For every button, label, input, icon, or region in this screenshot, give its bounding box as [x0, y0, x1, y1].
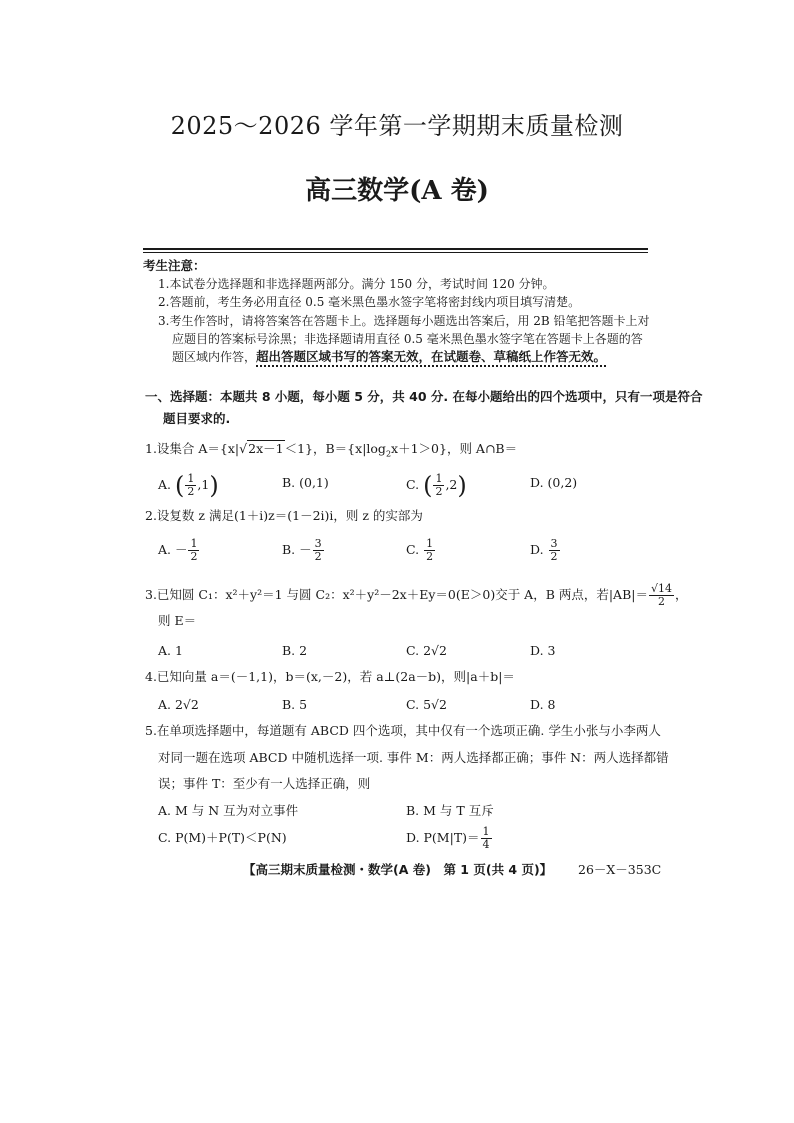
question-2-stem: 2.设复数 z 满足(1＋i)z＝(1－2i)i，则 z 的实部为 [145, 508, 423, 523]
q1-stem-part-c: x＋1＞0}，则 A∩B＝ [391, 441, 518, 456]
q1-option-c-fraction [433, 473, 444, 498]
q3-stem-denominator: 2 [658, 595, 665, 608]
q3-stem-text: 3.已知圆 C₁：x²＋y²＝1 与圆 C₂：x²＋y²－2x＋Ey＝0(E＞0)交于 A，B 两点，若|AB|＝ [145, 587, 648, 602]
q2-option-a-numerator: 1 [190, 537, 198, 550]
q1-log-base: 2 [385, 449, 392, 459]
notice-item-2: 2.答题前，考生务必用直径 0.5 毫米黑色墨水签字笔将密封线内项目填写清楚。 [158, 295, 581, 309]
q3-stem-end: ， [675, 587, 688, 602]
q4-option-c: C. 5√2 [406, 697, 447, 712]
q1-option-c-label: C. [406, 477, 420, 492]
q1-option-a-numerator: 1 [187, 472, 195, 485]
q5-option-b: B. M 与 T 互斥 [406, 803, 494, 818]
q2-option-a-label: A. － [158, 542, 188, 557]
q1-stem-part-b: ＜1}，B＝{x|log [284, 441, 386, 456]
q4-option-b: B. 5 [282, 697, 308, 712]
q5-option-c: C. P(M)＋P(T)＜P(N) [158, 830, 287, 845]
q2-option-d-label: D. [530, 542, 544, 557]
q2-option-b-numerator: 3 [314, 537, 322, 550]
q4-option-d: D. 8 [530, 697, 556, 712]
q2-option-d [530, 538, 561, 563]
q2-option-c [406, 538, 436, 563]
notice-emphasis: 超出答题区域书写的答案无效，在试题卷、草稿纸上作答无效。 [256, 349, 606, 367]
q2-option-c-label: C. [406, 542, 420, 557]
page-footer: 【高三期末质量检测・数学(A 卷) 第 1 页(共 4 页)】 [243, 862, 553, 877]
footer-code: 26－X－353C [578, 862, 662, 877]
q1-option-d: D. (0,2) [530, 475, 578, 490]
q3-option-d: D. 3 [530, 643, 556, 658]
question-3-stem-line-2: 则 E＝ [158, 613, 197, 628]
divider-thin [143, 252, 648, 253]
exam-subtitle: 高三数学(A 卷) [305, 176, 489, 206]
q1-option-c-tail: ,2 [445, 477, 458, 492]
q1-sqrt-content: 2x－1 [248, 441, 284, 456]
q2-option-c-numerator: 1 [426, 537, 434, 550]
q1-option-a-denominator: 2 [187, 485, 195, 498]
q2-option-b-label: B. － [282, 542, 312, 557]
exam-title: 2025～2026 学年第一学期期末质量检测 [170, 112, 624, 140]
q1-option-a: A. ( $\frac{1}{2}$ ,1) [158, 471, 219, 500]
q2-option-a [158, 538, 200, 563]
q2-option-a-denominator: 2 [190, 550, 198, 563]
notice-item-3-line-3 [172, 349, 606, 365]
q1-option-c-numerator: 1 [435, 472, 443, 485]
q1-stem-part-a: 1.设集合 A＝{x| [145, 441, 240, 456]
notice-item-1: 1.本试卷分选择题和非选择题两部分。满分 150 分，考试时间 120 分钟。 [158, 277, 555, 291]
divider-thick [143, 248, 648, 250]
question-1-stem: 1.设集合 A＝{x|√2x－1＜1}，$B=\{x|\log_2x+1>0\}$，则 A∩B＝ [145, 441, 518, 459]
question-5-stem-line-3: 误；事件 T：至少有一人选择正确，则 [158, 776, 371, 791]
q2-option-b-denominator: 2 [314, 550, 322, 563]
q1-option-a-label: A. [158, 477, 172, 492]
question-3-stem-line-1 [145, 583, 688, 608]
q5-option-a: A. M 与 N 互为对立事件 [158, 803, 299, 818]
notice-item-3-prefix: 题区域内作答， [172, 350, 257, 364]
q3-option-b: B. 2 [282, 643, 308, 658]
q3-stem-numerator: √14 [651, 582, 673, 595]
q5-option-d-numerator: 1 [482, 825, 490, 838]
q4-option-a: A. 2√2 [158, 697, 199, 712]
q1-option-c-denominator: 2 [435, 485, 443, 498]
q5-option-d-label: D. P(M|T)＝ [406, 830, 480, 845]
q3-option-c: C. 2√2 [406, 643, 447, 658]
notice-item-3-line-2: 应题目的答案标号涂黑；非选择题请用直径 0.5 毫米黑色墨水签字笔在答题卡上各题的答 [172, 332, 643, 346]
q1-option-b: B. (0,1) [282, 475, 329, 490]
q1-option-c: C. ( $\frac{1}{2}$ ,2) [406, 471, 467, 500]
q5-option-d [406, 826, 493, 851]
q2-option-b [282, 538, 325, 563]
q5-option-d-denominator: 4 [482, 838, 490, 851]
section-1-heading-line-1: 一、选择题：本题共 8 小题，每小题 5 分，共 40 分. 在每小题给出的四个选项中，只有一项是符合 [145, 389, 703, 404]
question-5-stem-line-2: 对同一题在选项 ABCD 中随机选择一项. 事件 M：两人选择都正确；事件 N：两人选择都错 [158, 750, 669, 765]
q1-option-a-fraction [185, 473, 196, 498]
question-4-stem: 4.已知向量 a＝(－1,1)，b＝(x,－2)，若 a⊥(2a－b)，则|a＋b|＝ [145, 669, 515, 684]
q3-option-a: A. 1 [158, 643, 183, 658]
q2-option-d-numerator: 3 [550, 537, 558, 550]
q2-option-c-denominator: 2 [426, 550, 434, 563]
notice-item-3-line-1: 3.考生作答时，请将答案答在答题卡上。选择题每小题选出答案后，用 2B 铅笔把答题卡上对 [158, 314, 650, 328]
notice-heading: 考生注意： [143, 258, 206, 273]
q1-option-a-tail: ,1 [197, 477, 210, 492]
question-5-stem-line-1: 5.在单项选择题中，每道题有 ABCD 四个选项，其中仅有一个选项正确. 学生小张与小李两人 [145, 723, 661, 738]
section-1-heading-line-2: 题目要求的. [163, 411, 231, 426]
q2-option-d-denominator: 2 [550, 550, 558, 563]
